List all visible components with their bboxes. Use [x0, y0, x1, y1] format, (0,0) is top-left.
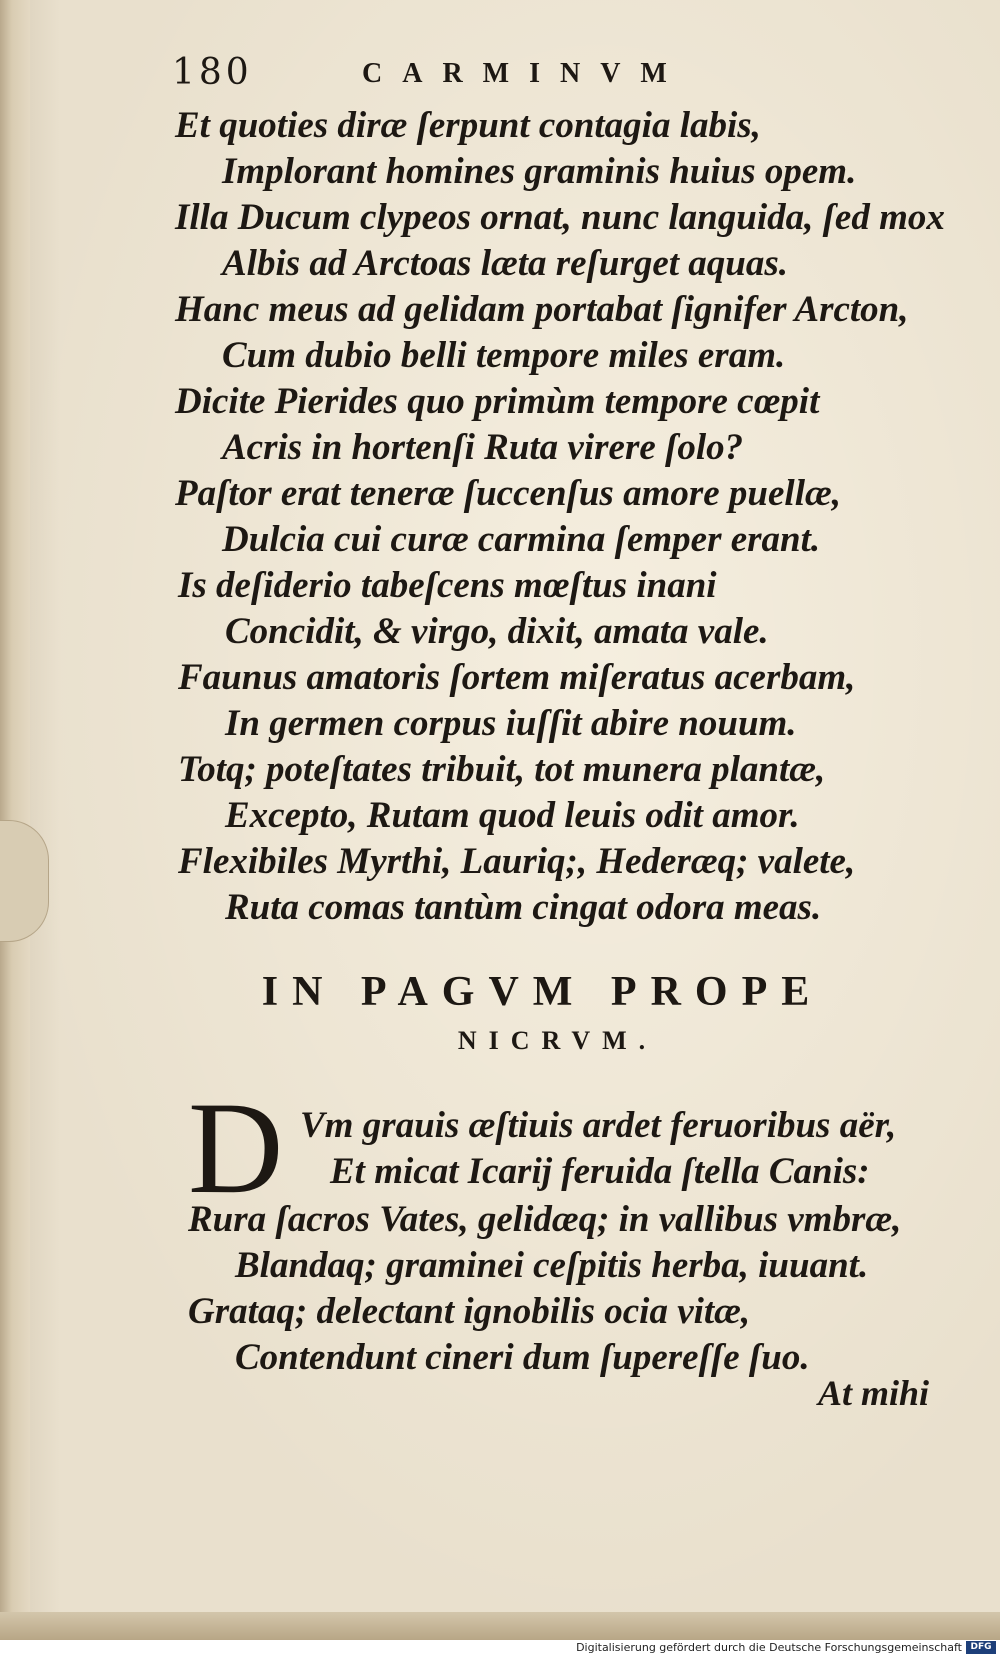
verse-line: Albis ad Arctoas læta reſurget aquas. [222, 243, 789, 284]
verse-line: Contendunt cineri dum ſupereſſe ſuo. [235, 1337, 810, 1378]
verse-line: Ruta comas tantùm cingat odora meas. [225, 887, 822, 928]
verse-line: Blandaq; graminei ceſpitis herba, iuuant. [235, 1245, 869, 1286]
section-title: IN PAGVM PROPE [261, 969, 824, 1015]
page-header [172, 52, 752, 96]
page-number: 180 [172, 52, 253, 93]
verse-line: Et quoties diræ ſerpunt contagia labis, [175, 105, 761, 146]
verse-line: Hanc meus ad gelidam portabat ſignifer Arcton, [175, 289, 909, 330]
verse-line: Et micat Icarij feruida ſtella Canis: [330, 1151, 870, 1192]
page-thumb-tab [0, 820, 49, 942]
catchword: At mihi [818, 1373, 930, 1413]
verse-line: Vm grauis æſtiuis ardet feruoribus aër, [300, 1105, 897, 1146]
footer-bar [0, 1640, 1000, 1655]
running-head: CARMINVM [362, 58, 687, 89]
verse-line: Implorant homines graminis huius opem. [222, 151, 857, 192]
verse-line: Acris in hortenſi Ruta virere ſolo? [222, 427, 744, 468]
verse-line: Concidit, & virgo, dixit, amata vale. [225, 611, 769, 652]
verse-line: Cum dubio belli tempore miles eram. [222, 335, 786, 376]
verse-line: Flexibiles Myrthi, Lauriq;, Hederæq; valete, [178, 841, 856, 882]
verse-line: Dicite Pierides quo primùm tempore cœpit [175, 381, 820, 422]
verse-line: Faunus amatoris ſortem miſeratus acerbam, [178, 657, 856, 698]
verse-line: Illa Ducum clypeos ornat, nunc languida, ſed mox [175, 197, 945, 238]
verse-line: Rura ſacros Vates, gelidæq; in vallibus vmbræ, [188, 1199, 902, 1240]
drop-cap: D [188, 1074, 284, 1221]
dfg-logo: DFG [966, 1641, 996, 1654]
verse-line: Excepto, Rutam quod leuis odit amor. [225, 795, 800, 836]
verse-line: Grataq; delectant ignobilis ocia vitæ, [188, 1291, 751, 1332]
verse-line: Paſtor erat teneræ ſuccenſus amore puellæ, [175, 473, 841, 514]
verse-line: In germen corpus iuſſit abire nouum. [225, 703, 797, 744]
page-bottom-edge [0, 1612, 1000, 1640]
verse-line: Is deſiderio tabeſcens mœſtus inani [178, 565, 717, 606]
funding-credit: Digitalisierung gefördert durch die Deutsche Forschungsgemeinschaft [576, 1641, 962, 1654]
verse-line: Totq; poteſtates tribuit, tot munera plantæ, [178, 749, 826, 790]
verse-line: Dulcia cui curæ carmina ſemper erant. [222, 519, 821, 560]
section-title-continued: NICRVM. [457, 1026, 658, 1055]
